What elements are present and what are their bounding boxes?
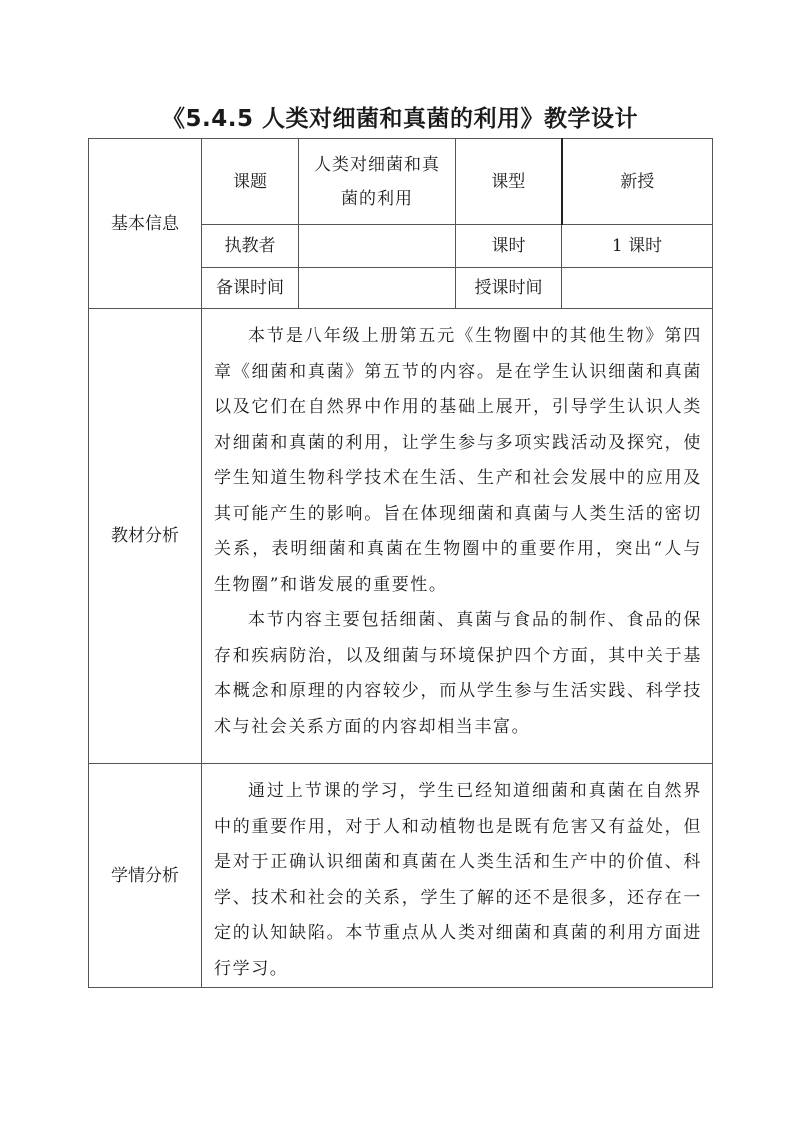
teach-time-value xyxy=(562,268,713,309)
prep-time-label: 备课时间 xyxy=(202,268,299,309)
table-row xyxy=(89,309,713,764)
learner-analysis-content xyxy=(202,764,713,988)
type-value: 新授 xyxy=(562,139,713,225)
hours-label: 课时 xyxy=(456,225,562,268)
material-analysis-label: 教材分析 xyxy=(89,309,202,764)
prep-time-value xyxy=(299,268,456,309)
basic-info-label: 基本信息 xyxy=(89,139,202,309)
topic-value-text: 人类对细菌和真菌的利用 xyxy=(314,154,440,209)
topic-label: 课题 xyxy=(202,139,299,225)
table-row xyxy=(89,764,713,988)
teach-time-label: 授课时间 xyxy=(456,268,562,309)
learner-analysis-label: 学情分析 xyxy=(89,764,202,988)
material-paragraph-1: 本节是八年级上册第五元《生物圈中的其他生物》第四章《细菌和真菌》第五节的内容。是在学生认识细菌和真菌以及它们在自然界中作用的基础上展开，引导学生认识人类对细菌和真菌的利用，让学生参与多项实践活动及探究，使学生知道生物科学技术在生活、生产和社会发展中的应用及其可能产生的影响。旨在体现细菌和真菌与人类生活的密切关系，表明细菌和真菌在生物圈中的重要作用，突出“人与生物圈”和谐发展的重要性。 xyxy=(214,326,702,595)
page-title: 《5.4.5 人类对细菌和真菌的利用》教学设计 xyxy=(162,106,638,132)
material-paragraph-2: 本节内容主要包括细菌、真菌与食品的制作、食品的保存和疾病防治，以及细菌与环境保护四个方面，其中关于基本概念和原理的内容较少，而从学生参与生活实践、科学技术与社会关系方面的内容却相当丰富。 xyxy=(214,610,702,737)
type-label: 课型 xyxy=(456,139,562,225)
learner-paragraph-1: 通过上节课的学习，学生已经知道细菌和真菌在自然界中的重要作用，对于人和动植物也是既有危害又有益处，但是对于正确认识细菌和真菌在人类生活和生产中的价值、科学、技术和社会的关系，学生了解的还不是很多，还存在一定的认知缺陷。本节重点从人类对细菌和真菌的利用方面进行学习。 xyxy=(214,781,702,979)
teacher-label: 执教者 xyxy=(202,225,299,268)
hours-value: 1 课时 xyxy=(562,225,713,268)
topic-value xyxy=(299,139,456,225)
table-row xyxy=(89,139,713,225)
lesson-plan-table xyxy=(88,138,713,988)
material-analysis-content xyxy=(202,309,713,764)
teacher-value xyxy=(299,225,456,268)
